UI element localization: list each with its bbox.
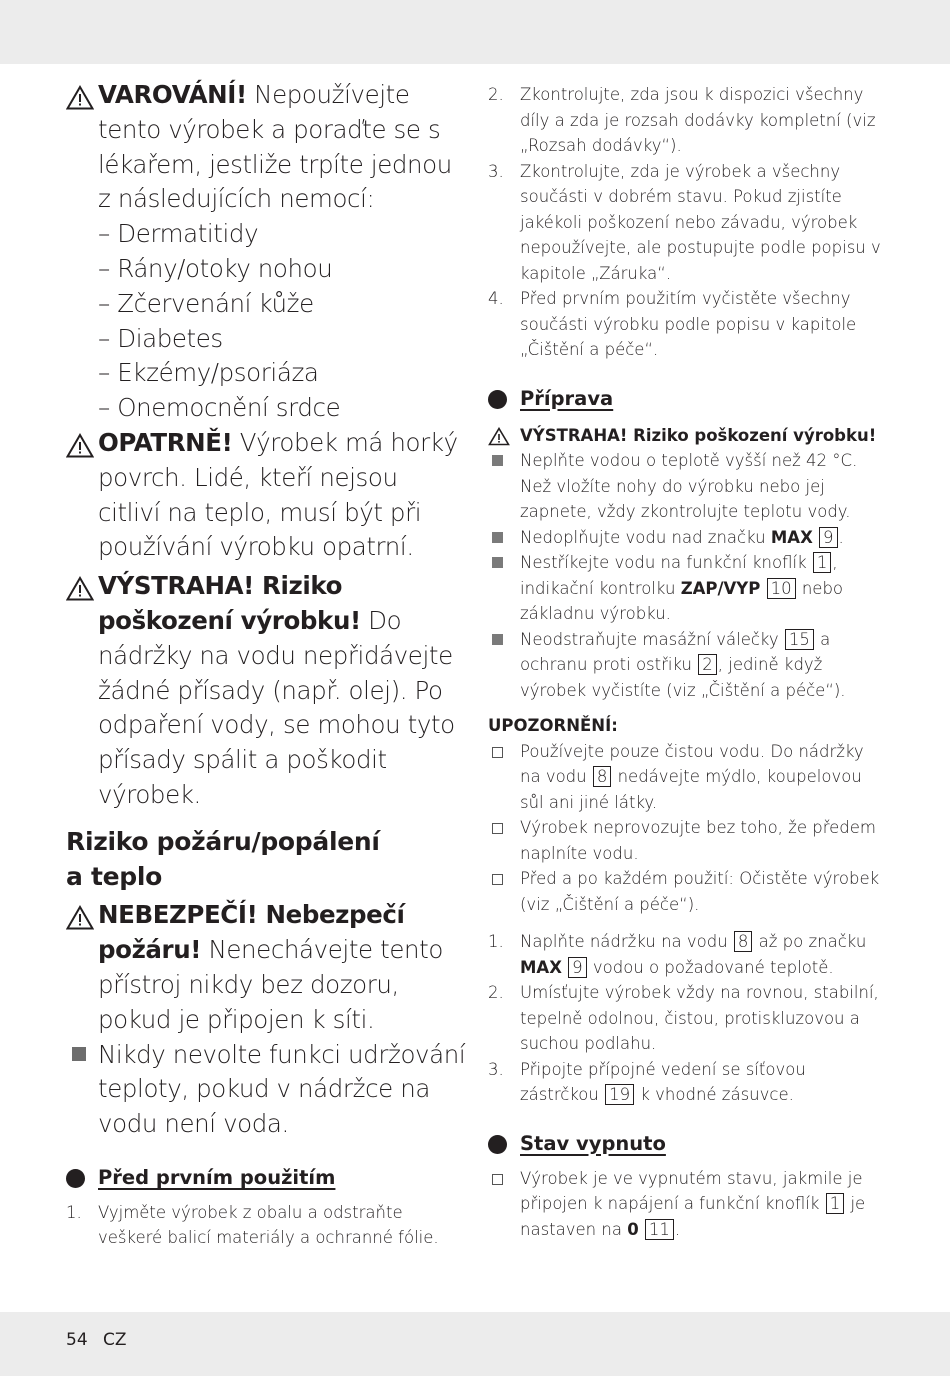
square-bullet-icon <box>492 634 503 645</box>
fire-heading <box>66 825 466 895</box>
warning-label: VAROVÁNÍ! <box>98 80 247 109</box>
fire-heading-line-2: a teplo <box>66 861 163 891</box>
part-number-box: 19 <box>605 1084 634 1105</box>
section-heading-before-use <box>66 1164 466 1192</box>
danger-text: Nenechávejte tento přístroj nikdy bez dozoru, pokud je připojen k síti. <box>98 935 443 1034</box>
step-text: Zkontrolujte, zda je výrobek a všechny součásti v dobrém stavu. Pokud zjistíte jakékoli poškození nebo závadu, výrobek nepoužívejte, ale postupujte podle popisu v kapitole „Záruka“. <box>520 161 881 283</box>
part-number-box: 8 <box>734 931 753 952</box>
fire-heading-line-1: Riziko požáru/popálení <box>66 826 380 856</box>
step-text: Zkontrolujte, zda jsou k dispozici všechny díly a zda je rozsah dodávky kompletní (viz „Rozsah dodávky“). <box>520 85 876 155</box>
part-number-box: 1 <box>826 1193 845 1214</box>
bullet-item <box>488 550 888 627</box>
step-item <box>488 286 888 363</box>
part-number-box: 10 <box>767 578 796 599</box>
bullet-dot-icon <box>488 1135 507 1154</box>
step-item <box>488 980 888 1057</box>
note-item <box>488 739 888 816</box>
bullet-text: Neplňte vodou o teplotě vyšší než 42 °C. Než vložíte nohy do výrobku nebo jej zapnete, vždy zkontrolujte teplotu vody. <box>520 451 858 521</box>
warning-varovani <box>66 78 466 217</box>
caution-opatrne <box>66 426 466 565</box>
step-number: 3. <box>488 161 504 181</box>
step-item <box>66 1200 466 1251</box>
warning-triangle-icon <box>488 427 510 446</box>
caution-label: OPATRNĚ! <box>98 427 233 457</box>
language-code: CZ <box>103 1330 127 1350</box>
square-bullet-icon <box>72 1047 86 1061</box>
danger-label: NEBEZPEČÍ! Nebezpečí požáru! <box>98 900 405 965</box>
section-heading-text: Stav vypnuto <box>520 1131 666 1155</box>
step-number: 4. <box>488 289 504 308</box>
empty-square-icon <box>492 747 503 758</box>
warning-triangle-icon <box>66 85 94 110</box>
bullet-text: Nedoplňujte vodu nad značku <box>520 527 771 547</box>
damage-text: Do nádržky na vodu nepřidávejte žádné přísady (např. olej). Po odpaření vody, se mohou tyto přísady spálit a poškodit výrobek. <box>98 605 455 809</box>
damage-warning <box>66 569 466 813</box>
step-text: Vyjměte výrobek z obalu a odstraňte veškeré balicí materiály a ochranné fólie. <box>98 1202 439 1248</box>
note-text: Výrobek je ve vypnutém stavu, jakmile je připojen k napájení a funkční knoflík <box>520 1168 863 1213</box>
top-band <box>0 0 950 64</box>
bullet-text: Neodstraňujte masážní válečky <box>520 629 784 649</box>
bullet-item <box>488 448 888 525</box>
bullet-text: . <box>838 527 844 547</box>
step-item <box>488 929 888 980</box>
bottom-band <box>0 1312 950 1376</box>
bullet-text: , indikační kontrolku <box>520 553 838 598</box>
step-number: 2. <box>488 983 504 1002</box>
disease-item: – Zčervenání kůže <box>98 288 314 318</box>
step-item <box>488 159 888 287</box>
disease-item: – Diabetes <box>98 323 223 353</box>
warning-triangle-icon <box>66 905 94 930</box>
warning-text: Nepoužívejte tento výrobek a poraďte se s lékařem, jestliže trpíte jednou z následujících nemocí: <box>98 80 452 214</box>
empty-square-icon <box>492 823 503 834</box>
bullet-item <box>66 1038 466 1142</box>
note-text: je nastaven na <box>520 1194 866 1239</box>
disease-item: – Ekzémy/psoriáza <box>98 358 319 388</box>
max-label: MAX <box>770 527 813 547</box>
prep-warning-text: VÝSTRAHA! Riziko poškození výrobku! <box>520 425 877 445</box>
warning-triangle-icon <box>66 433 94 458</box>
zap-vyp-label: ZAP/VYP <box>680 578 761 598</box>
danger-warning <box>66 898 466 1037</box>
note-text: nedávejte mýdlo, koupelovou sůl ani jiné látky. <box>520 767 862 812</box>
max-label: MAX <box>520 957 562 977</box>
disease-item: – Dermatitidy <box>98 219 259 249</box>
left-column <box>66 78 466 1251</box>
disease-item: – Rány/otoky nohou <box>98 253 333 283</box>
step-item <box>488 1057 888 1108</box>
bullet-text: Nikdy nevolte funkci udržování teploty, pokud v nádržce na vodu není voda. <box>98 1039 466 1139</box>
empty-square-icon <box>492 874 503 885</box>
step-text: vodou o požadované teplotě. <box>587 957 834 977</box>
damage-label: VÝSTRAHA! Riziko poškození výrobku! <box>98 571 361 635</box>
step-text: Připojte přípojné vedení se síťovou zástrčkou <box>520 1059 806 1104</box>
note-text: Výrobek neprovozujte bez toho, že předem naplníte vodu. <box>520 818 876 863</box>
step-item <box>488 82 888 159</box>
note-text: Používejte pouze čistou vodu. Do nádržky na vodu <box>520 741 864 786</box>
step-number: 2. <box>488 85 504 104</box>
part-number-box: 11 <box>645 1219 674 1240</box>
step-number: 1. <box>66 1202 82 1222</box>
caution-text: Výrobek má horký povrch. Lidé, kteří nejsou citliví na teplo, musí být při používání výrobku opatrní. <box>98 427 458 562</box>
note-heading: UPOZORNĚNÍ: <box>488 716 618 735</box>
step-text: k vhodné zásuvce. <box>635 1085 794 1104</box>
right-column <box>488 82 888 1242</box>
bullet-text: a ochranu proti ostřiku <box>520 629 831 674</box>
note-text: . <box>674 1219 681 1239</box>
bullet-item <box>488 525 888 551</box>
section-heading-preparation <box>488 385 888 413</box>
square-bullet-icon <box>492 532 503 543</box>
note-text: Před a po každém použití: Očistěte výrobek (viz „Čištění a péče“). <box>520 869 880 914</box>
page-footer <box>66 1330 137 1350</box>
empty-square-icon <box>492 1174 503 1185</box>
bullet-dot-icon <box>66 1169 85 1188</box>
page-number: 54 <box>66 1330 88 1350</box>
part-number-box: 9 <box>568 957 587 978</box>
bullet-text: nebo základnu výrobku. <box>520 578 844 623</box>
step-text: až po značku <box>753 932 867 951</box>
step-text: Umísťujte výrobek vždy na rovnou, stabilní, tepelně odolnou, čistou, protiskluzovou a suchou podlahu. <box>520 983 879 1053</box>
square-bullet-icon <box>492 455 503 466</box>
part-number-box: 8 <box>593 766 612 787</box>
disease-item: – Onemocnění srdce <box>98 393 341 423</box>
section-heading-off-state <box>488 1130 888 1158</box>
bullet-text: Nestříkejte vodu na funkční knoflík <box>520 553 812 572</box>
part-number-box: 2 <box>698 654 717 675</box>
step-text: Naplňte nádržku na vodu <box>520 932 733 951</box>
zero-label: 0 <box>627 1219 639 1239</box>
part-number-box: 15 <box>785 629 814 650</box>
part-number-box: 9 <box>819 527 838 548</box>
bullet-item <box>488 627 888 704</box>
note-item <box>488 1166 888 1243</box>
section-heading-text: Příprava <box>520 386 614 410</box>
part-number-box: 1 <box>813 552 832 573</box>
step-number: 3. <box>488 1059 504 1079</box>
section-heading-text: Před prvním použitím <box>98 1165 336 1189</box>
bullet-dot-icon <box>488 390 507 409</box>
step-number: 1. <box>488 932 504 951</box>
note-item <box>488 815 888 866</box>
note-item <box>488 866 888 917</box>
bullet-text: , jedině když výrobek vyčistíte (viz „Čištění a péče“). <box>520 655 846 700</box>
square-bullet-icon <box>492 557 503 568</box>
prep-warning <box>488 423 888 449</box>
step-text: Před prvním použitím vyčistěte všechny součásti výrobku podle popisu v kapitole „Čištění a péče“. <box>520 289 857 359</box>
warning-triangle-icon <box>66 576 94 601</box>
